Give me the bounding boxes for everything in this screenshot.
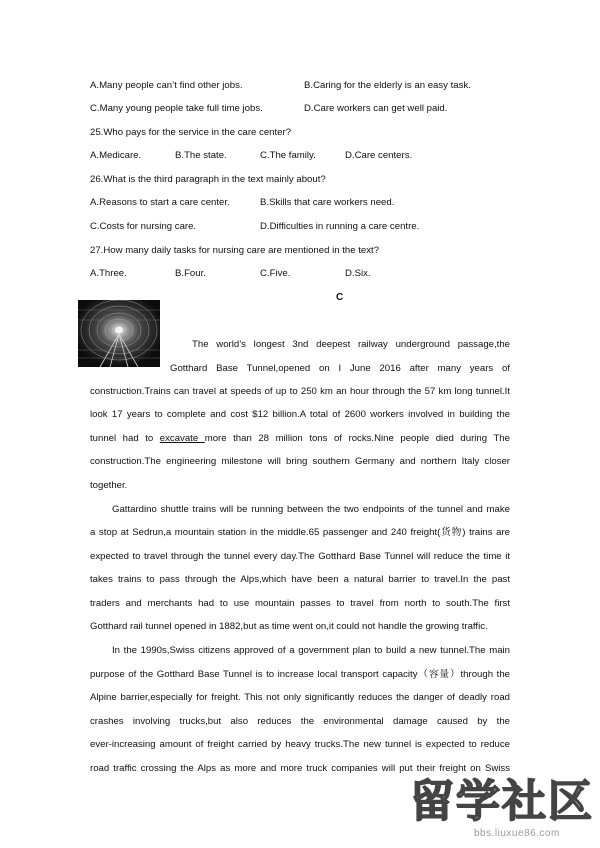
p3-line-3: Alpine barrier,especially for freight. This not only significantly reduces the danger of deadly road — [90, 692, 510, 703]
q24-option-a: A.Many people can’t find other jobs. — [90, 80, 243, 91]
p1-line-4: look 17 years to complete and cost $12 billion.A total of 2600 workers involved in building the — [90, 409, 510, 420]
q24-option-c: C.Many young people take full time jobs. — [90, 103, 263, 114]
q27-option-b: B.Four. — [175, 268, 206, 279]
watermark-url: bbs.liuxue86.com — [474, 828, 560, 839]
p2-line-3: expected to travel through the tunnel every day.The Gotthard Base Tunnel will reduce the time it — [90, 551, 510, 562]
q25-option-d: D.Care centers. — [345, 150, 413, 161]
q25-question: 25.Who pays for the service in the care center? — [90, 127, 292, 138]
q26-question: 26.What is the third paragraph in the text mainly about? — [90, 174, 326, 185]
p1-line-1: The world’s longest 3nd deepest railway underground passage,the — [192, 339, 510, 350]
q24-option-b: B.Caring for the elderly is an easy task. — [304, 80, 471, 91]
q27-option-d: D.Six. — [345, 268, 371, 279]
p1-line-5-pre: tunnel had to — [90, 433, 160, 444]
tunnel-photo — [78, 300, 160, 367]
tunnel-image-icon — [78, 300, 160, 367]
p3-line-1: In the 1990s,Swiss citizens approved of a government plan to build a new tunnel.The main — [112, 645, 510, 656]
p1-line-3: construction.Trains can travel at speeds of up to 250 km an hour through the 57 km long tunnel.It — [90, 386, 510, 397]
p3-line-6: road traffic crossing the Alps as more and more truck companies will put their freight on Swiss — [90, 763, 510, 774]
p2-line-4: takes trains to pass through the Alps,which have been a natural barrier to travel.In the past — [90, 574, 510, 585]
p2-line-2: a stop at Sedrun,a mountain station in the middle.65 passenger and 240 freight(货物) trains are — [90, 527, 510, 538]
section-letter: C — [336, 292, 344, 303]
q24-option-d: D.Care workers can get well paid. — [304, 103, 448, 114]
p2-line-6: Gotthard rail tunnel opened in 1882,but as time went on,it could not handle the growing traffic. — [90, 621, 488, 632]
q27-option-c: C.Five. — [260, 268, 291, 279]
p2-line-1: Gattardino shuttle trains will be running between the two endpoints of the tunnel and make — [112, 504, 510, 515]
watermark-logo-text: 留学社区 — [410, 776, 594, 827]
q25-option-b: B.The state. — [175, 150, 227, 161]
p1-line-5-post: more than 28 million tons of rocks.Nine people died during The — [204, 433, 510, 444]
q26-option-d: D.Difficulties in running a care centre. — [260, 221, 420, 232]
p1-line-6: construction.The engineering milestone will bring southern Germany and northern Italy closer — [90, 456, 510, 467]
p1-line-2: Gotthard Base Tunnel,opened on I June 2016 after many years of — [170, 363, 510, 374]
p1-line-5 — [90, 433, 510, 445]
p1-line-7: together. — [90, 480, 128, 491]
q25-option-a: A.Medicare. — [90, 150, 142, 161]
site-watermark — [410, 778, 595, 844]
q26-option-a: A.Reasons to start a care center. — [90, 197, 230, 208]
q25-option-c: C.The family. — [260, 150, 316, 161]
p2-line-5: traders and merchants had to use mountain passes to travel from north to south.The first — [90, 598, 510, 609]
p3-line-2: purpose of the Gotthard Base Tunnel is to increase local transport capacity（容量）through the — [90, 669, 510, 680]
underlined-word: excavate — [159, 433, 205, 444]
p3-line-5: ever-increasing amount of freight carried by heavy trucks.The new tunnel is expected to reduce — [90, 739, 510, 750]
q26-option-b: B.Skills that care workers need. — [260, 197, 395, 208]
p3-line-4: crashes involving trucks,but also reduces the environmental damage caused by the — [90, 716, 510, 727]
q26-option-c: C.Costs for nursing care. — [90, 221, 197, 232]
q27-question: 27.How many daily tasks for nursing care are mentioned in the text? — [90, 245, 380, 256]
q27-option-a: A.Three. — [90, 268, 127, 279]
